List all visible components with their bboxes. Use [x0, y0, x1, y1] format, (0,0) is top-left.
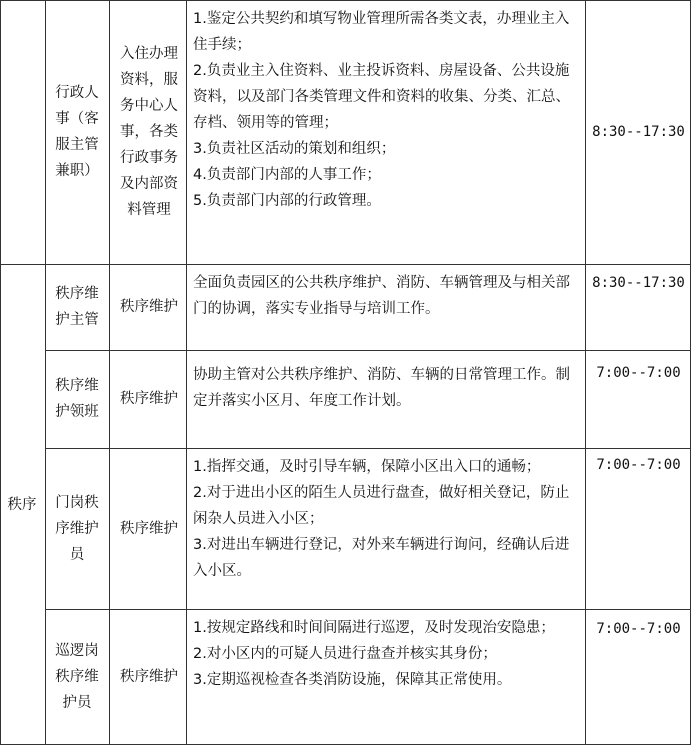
department-cell: [0, 0, 44, 264]
duty-item: 1.指挥交通，及时引导车辆，保障小区出入口的通畅；: [193, 459, 541, 475]
duty-item: 2.对小区内的可疑人员进行盘查并核实其身份；: [193, 646, 497, 662]
duties-cell: [189, 452, 585, 609]
position-title: 秩序维护主管: [55, 286, 99, 328]
duties-cell: [189, 268, 585, 350]
duty-item: 全面负责园区的公共秩序维护、消防、车辆管理及与相关部门的协调，落实专业指导与培训工作。: [193, 275, 570, 317]
department-cell: [0, 264, 44, 745]
department-name: 秩序: [7, 496, 37, 513]
duty-item: 2.负责业主入住资料、业主投诉资料、房屋设备、公共设施资料，以及部门各类管理文件和资料的收集、分类、汇总、存档、领用等的管理；: [193, 63, 570, 131]
position-cell: [46, 448, 108, 609]
duties-cell: [189, 360, 585, 448]
position-title: 秩序维护领班: [55, 378, 99, 420]
duty-item: 3.对进出车辆进行登记，对外来车辆进行询问，经确认后进入小区。: [193, 537, 570, 579]
responsibility-cell: [112, 448, 186, 609]
duty-item: 5.负责部门内部的行政管理。: [193, 193, 381, 209]
duties-cell: [189, 4, 585, 264]
responsibility-cell: [112, 0, 186, 264]
duty-item: 1.鉴定公共契约和填写物业管理所需各类文表，办理业主入住手续；: [193, 11, 570, 53]
responsibility-cell: [112, 609, 186, 744]
duties-cell: [189, 613, 585, 744]
working-hours: 8:30--17:30: [592, 124, 685, 140]
duty-item: 3.定期巡视检查各类消防设施，保障其正常使用。: [193, 672, 512, 688]
duty-item: 2.对于进出小区的陌生人员进行盘查，做好相关登记，防止闲杂人员进入小区；: [193, 485, 570, 527]
working-hours: 8:30--17:30: [592, 275, 685, 291]
duty-item: 3.负责社区活动的策划和组织；: [193, 141, 396, 157]
responsibility-text: 秩序维护: [120, 299, 178, 315]
responsibility-cell: [112, 350, 186, 448]
responsibility-text: 入住办理资料，服务中心人事，各类行政事务及内部资料管理: [120, 46, 178, 218]
position-cell: [46, 350, 108, 448]
col-divider: [186, 0, 187, 745]
working-hours: 7:00--7:00: [596, 621, 681, 637]
hours-cell: [586, 452, 691, 482]
duty-item: 协助主管对公共秩序维护、消防、车辆的日常管理工作。制定并落实小区月、年度工作计划。: [193, 367, 570, 409]
position-cell: [46, 0, 108, 264]
position-title: 巡逻岗秩序维护员: [55, 642, 99, 711]
position-title: 行政人事（客服主管兼职）: [55, 85, 99, 179]
responsibility-cell: [112, 264, 186, 350]
responsibility-text: 秩序维护: [120, 520, 178, 537]
duty-item: 4.负责部门内部的人事工作；: [193, 167, 381, 183]
hours-cell: [586, 360, 691, 390]
hours-cell: [586, 270, 691, 300]
working-hours: 7:00--7:00: [596, 457, 681, 473]
working-hours: 7:00--7:00: [596, 365, 681, 381]
position-cell: [46, 609, 108, 744]
position-cell: [46, 264, 108, 350]
position-title: 门岗秩序维护员: [55, 494, 99, 563]
duty-item: 1.按规定路线和时间间隔进行巡逻，及时发现治安隐患；: [193, 620, 555, 636]
hours-cell: [586, 616, 691, 646]
responsibility-text: 秩序维护: [120, 668, 178, 685]
responsibility-text: 秩序维护: [120, 391, 178, 407]
col-divider: [109, 0, 110, 745]
hours-cell: [586, 0, 691, 264]
